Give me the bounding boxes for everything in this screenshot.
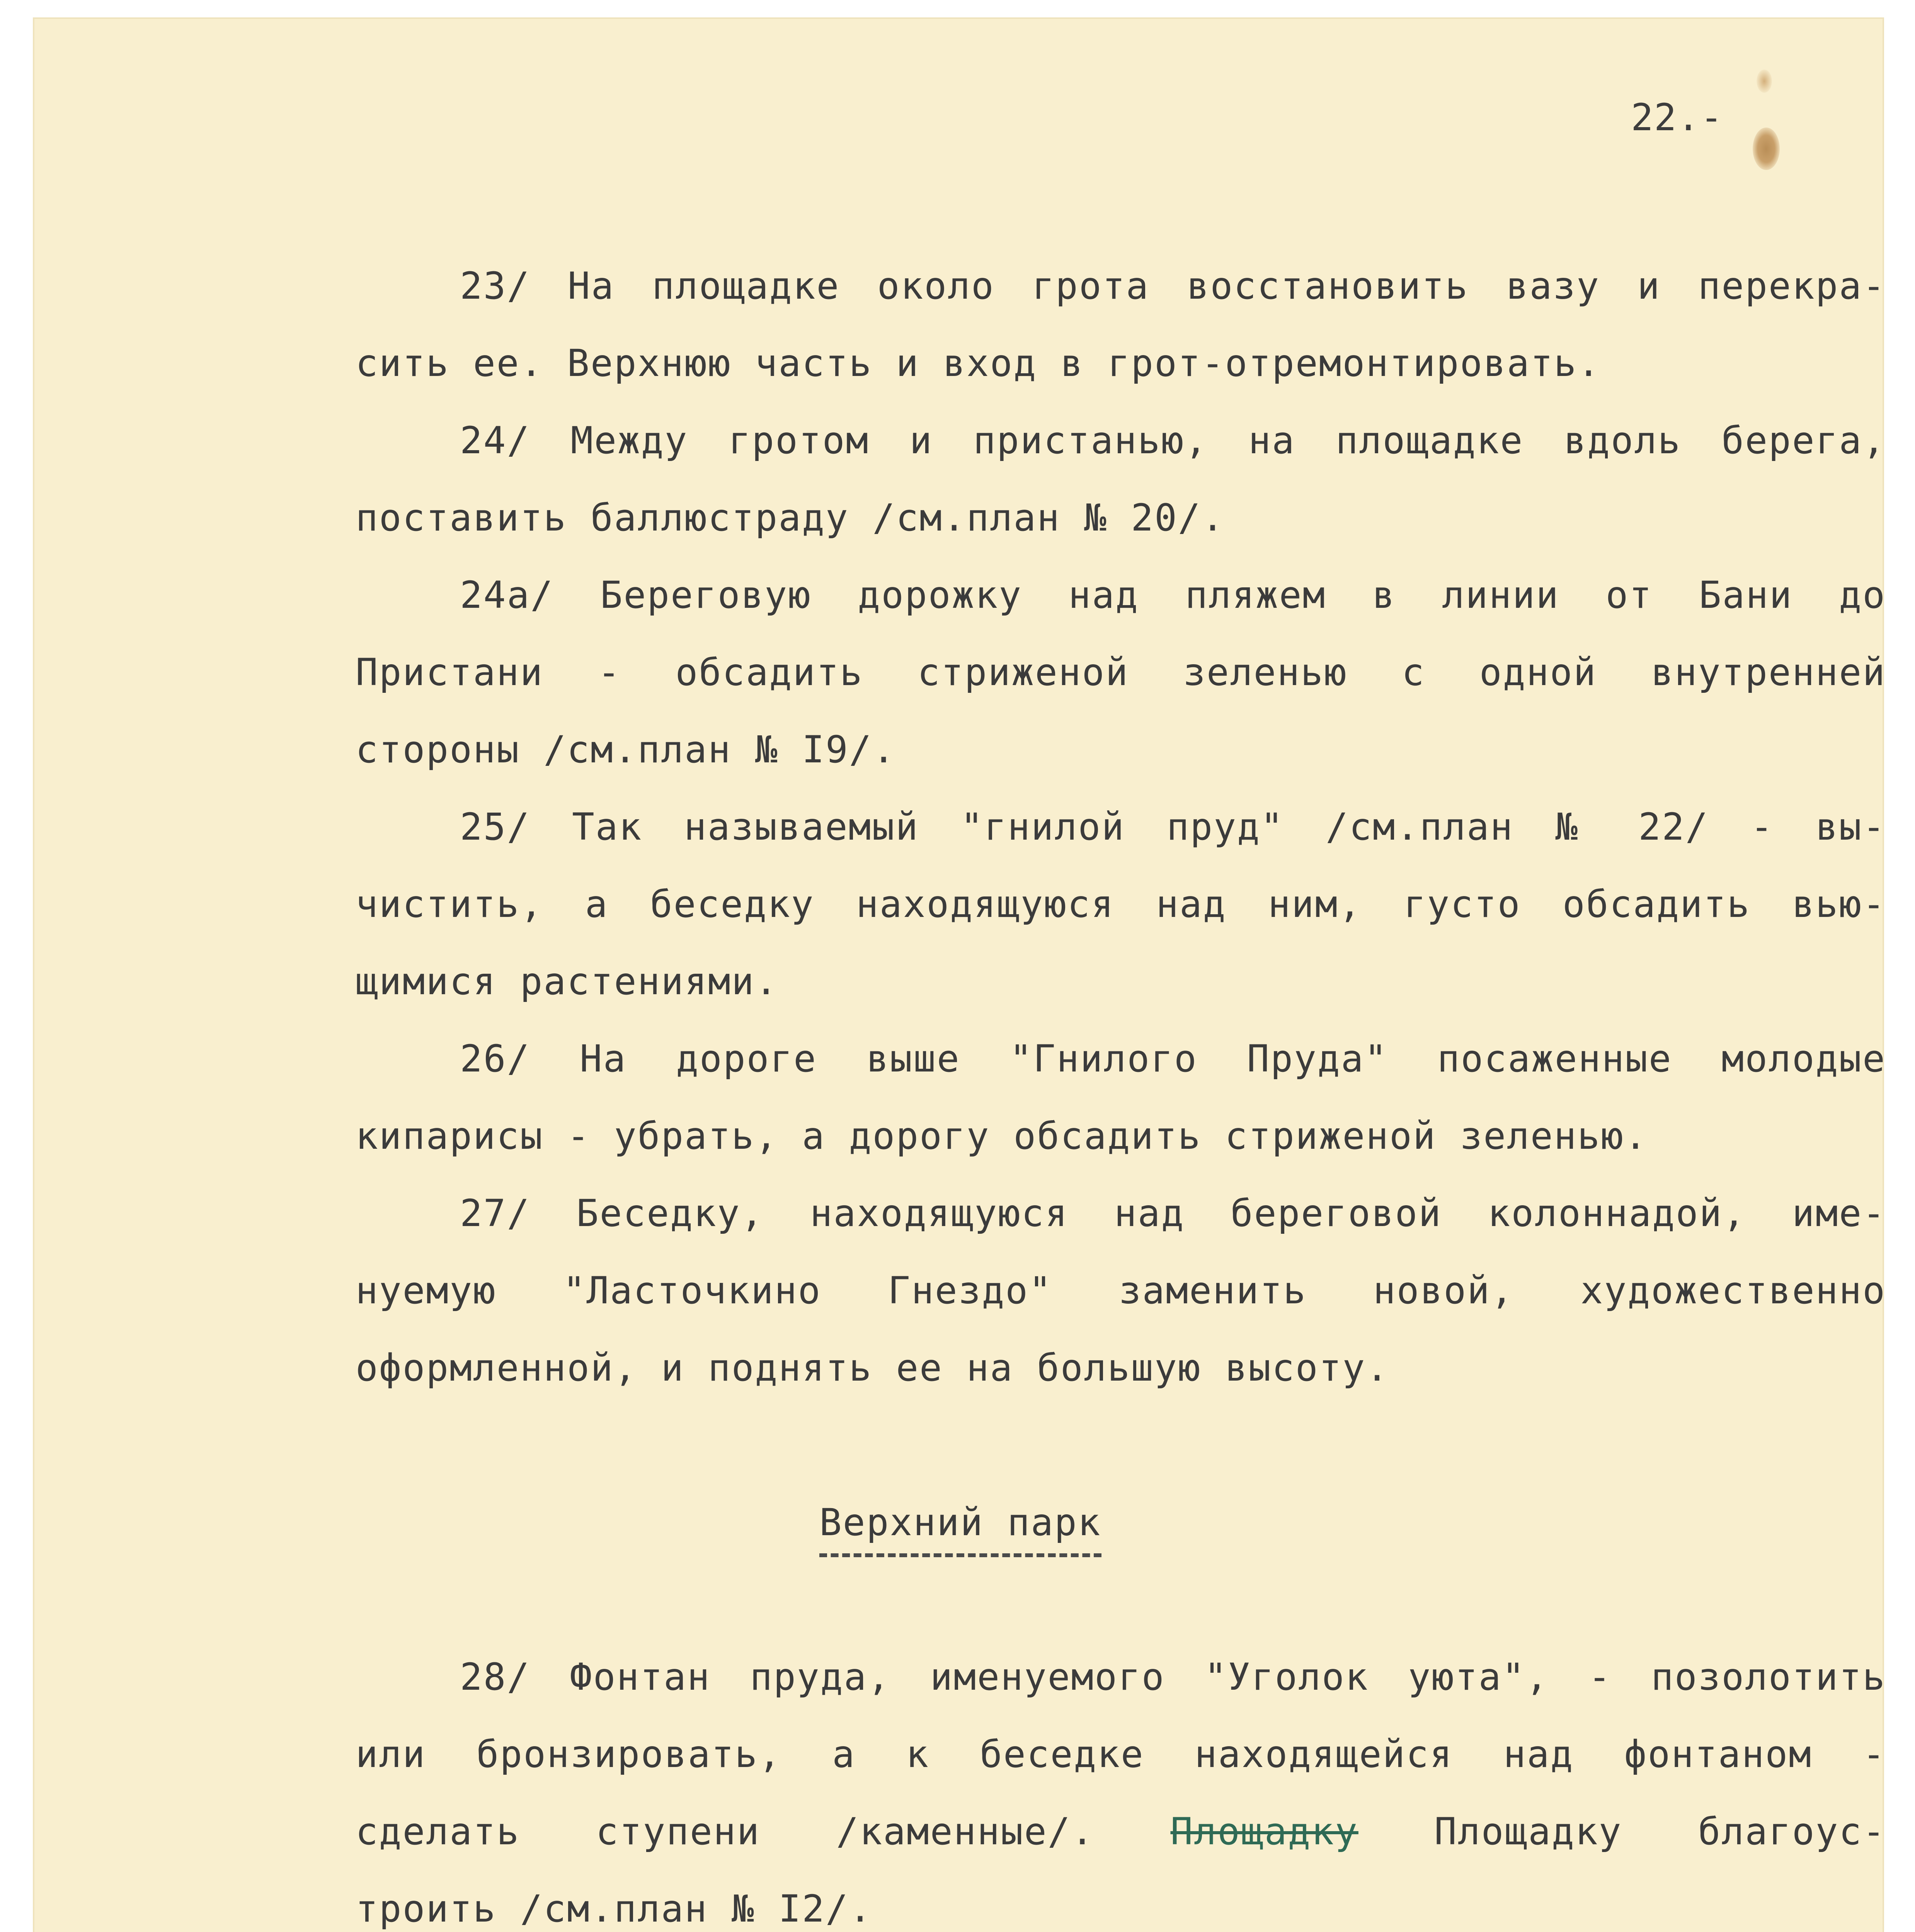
- paragraph-line: 25/ Так называемый "гнилой пруд" /см.план № 22/ - вы-: [460, 805, 1886, 849]
- section-heading-text: Верхний парк: [819, 1499, 1101, 1557]
- paragraph-line: щимися растениями.: [356, 960, 779, 1003]
- paragraph-line: сить ее. Верхнюю часть и вход в грот-отремонтировать.: [356, 342, 1601, 385]
- paragraph-text: сделать ступени /каменные/.: [356, 1810, 1171, 1853]
- paragraph-line: 27/ Беседку, находящуюся над береговой колоннадой, име-: [460, 1192, 1886, 1235]
- paragraph-line: оформленной, и поднять ее на большую высоту.: [356, 1346, 1390, 1389]
- paper-stain-small: [1757, 70, 1772, 93]
- paragraph-line: или бронзировать, а к беседке находящейся над фонтаном -: [356, 1733, 1886, 1776]
- paragraph-line-with-correction: [356, 1793, 1886, 1870]
- page-number: 22.-: [1631, 96, 1724, 139]
- paragraph-line: кипарисы - убрать, а дорогу обсадить стриженой зеленью.: [356, 1114, 1648, 1158]
- paragraph-line: 26/ На дороге выше "Гнилого Пруда" посаженные молодые: [460, 1037, 1886, 1080]
- section-spacer: [356, 1561, 1886, 1638]
- document-body: [356, 247, 1886, 1932]
- section-heading: [356, 1484, 1886, 1561]
- paragraph-line: 28/ Фонтан пруда, именуемого "Уголок уюта", - позолотить: [460, 1655, 1886, 1699]
- paragraph-line: 24/ Между гротом и пристанью, на площадке вдоль берега,: [460, 419, 1886, 462]
- paper-stain: [1753, 128, 1780, 170]
- paragraph-line: 23/ На площадке около грота восстановить вазу и перекра-: [460, 264, 1886, 308]
- section-spacer: [356, 1406, 1886, 1484]
- paragraph-line: троить /см.план № I2/.: [356, 1887, 873, 1930]
- struck-out-text: Площадку: [1170, 1810, 1358, 1853]
- paragraph-line: стороны /см.план № I9/.: [356, 728, 896, 771]
- paragraph-line: Пристани - обсадить стриженой зеленью с одной внутренней: [356, 651, 1886, 694]
- paragraph-line: нуемую "Ласточкино Гнездо" заменить новой, художественно: [356, 1269, 1886, 1312]
- paragraph-line: чистить, а беседку находящуюся над ним, густо обсадить вью-: [356, 883, 1886, 926]
- paragraph-line: 24а/ Береговую дорожку над пляжем в линии от Бани до: [460, 573, 1886, 617]
- paragraph-text: Площадку благоус-: [1358, 1810, 1886, 1853]
- paragraph-line: поставить баллюстраду /см.план № 20/.: [356, 496, 1225, 539]
